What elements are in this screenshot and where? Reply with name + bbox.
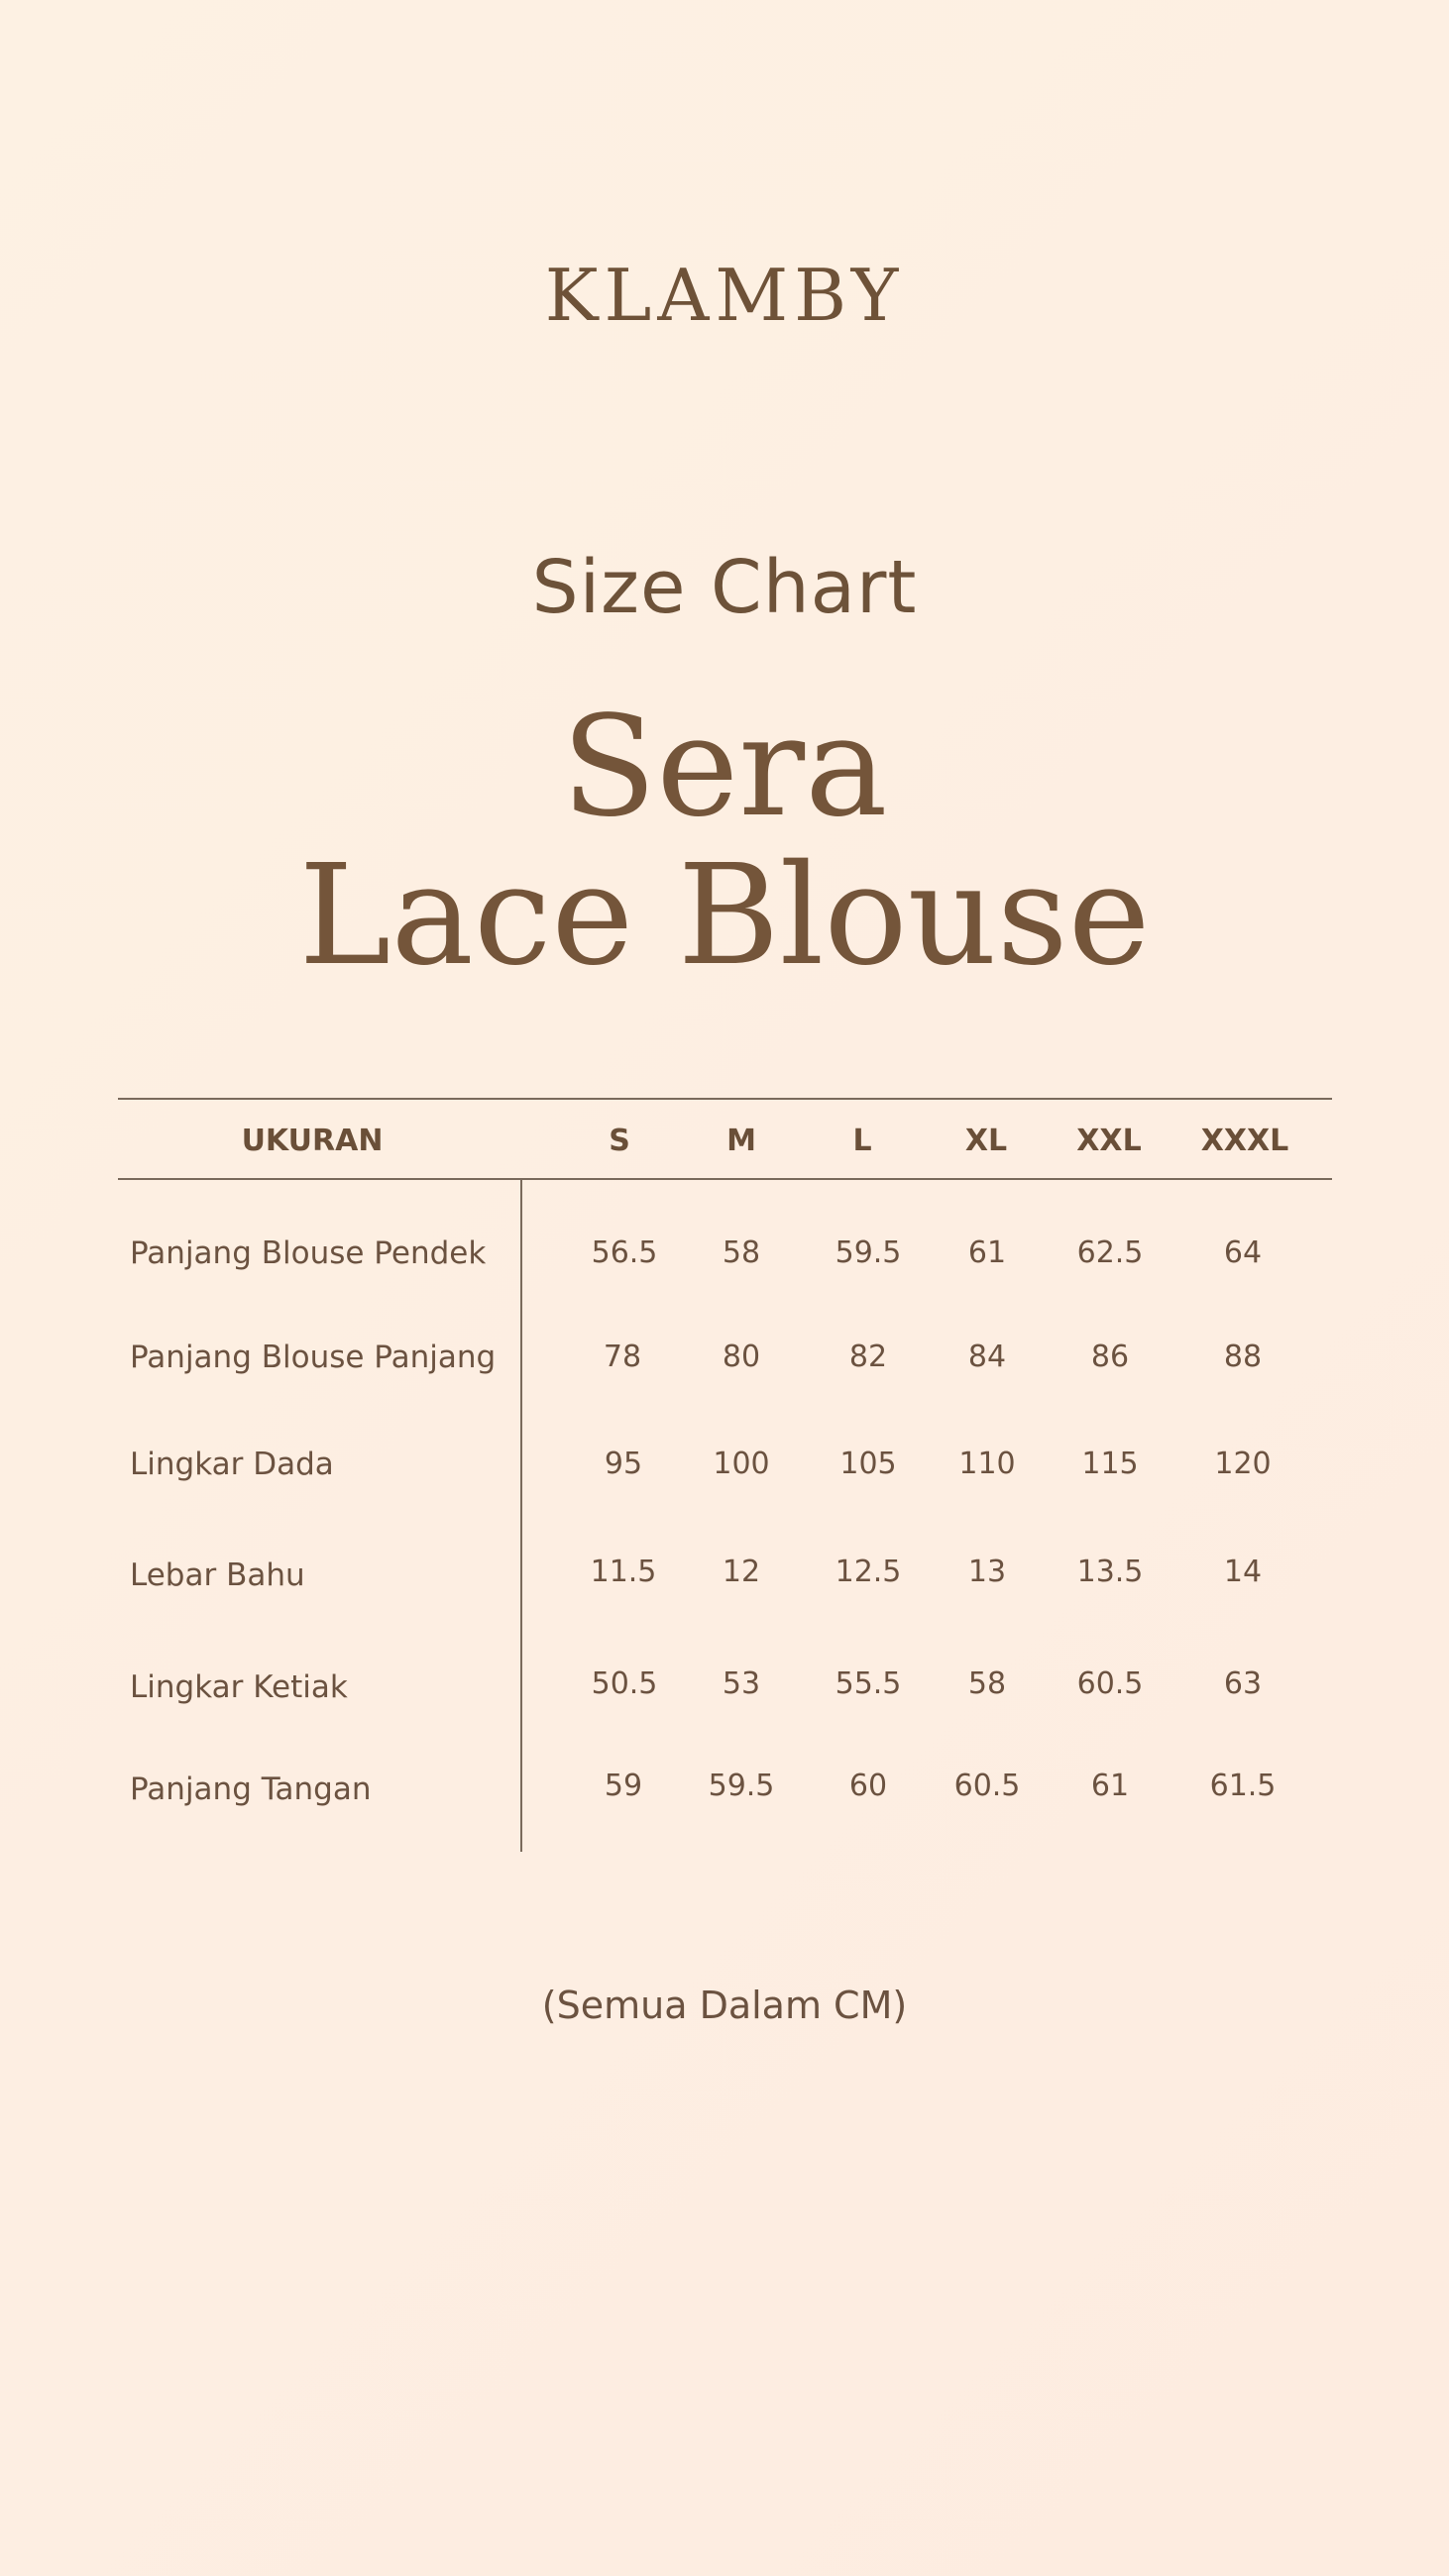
cell-value: 59 xyxy=(604,1769,643,1803)
cell-value: 120 xyxy=(1214,1447,1272,1481)
product-title-line-1: Sera xyxy=(561,687,888,848)
cell-value: 61 xyxy=(1090,1769,1130,1803)
cell-value: 60.5 xyxy=(953,1769,1021,1803)
cell-value: 56.5 xyxy=(591,1235,658,1270)
cell-value: 78 xyxy=(603,1340,642,1374)
cell-value: 12.5 xyxy=(835,1555,902,1589)
cell-value: 95 xyxy=(604,1447,643,1481)
row-label: Panjang Blouse Panjang xyxy=(130,1340,497,1375)
cell-value: 100 xyxy=(713,1447,770,1481)
table-column-divider xyxy=(520,1179,522,1852)
header-size-m: M xyxy=(726,1124,756,1158)
cell-value: 84 xyxy=(967,1340,1007,1374)
cell-value: 61 xyxy=(967,1235,1007,1270)
cell-value: 88 xyxy=(1223,1340,1263,1374)
cell-value: 61.5 xyxy=(1209,1769,1277,1803)
cell-value: 50.5 xyxy=(591,1666,658,1701)
cell-value: 55.5 xyxy=(835,1666,902,1701)
table-top-rule xyxy=(118,1098,1332,1100)
cell-value: 86 xyxy=(1090,1340,1130,1374)
row-label: Lingkar Dada xyxy=(130,1447,334,1482)
cell-value: 13.5 xyxy=(1076,1555,1144,1589)
header-ukuran: UKURAN xyxy=(241,1124,384,1158)
cell-value: 110 xyxy=(958,1447,1016,1481)
row-label: Panjang Tangan xyxy=(130,1771,372,1807)
row-label: Lebar Bahu xyxy=(130,1557,305,1593)
cell-value: 82 xyxy=(848,1340,888,1374)
cell-value: 80 xyxy=(722,1340,761,1374)
header-size-s: S xyxy=(609,1124,630,1158)
cell-value: 62.5 xyxy=(1076,1235,1144,1270)
cell-value: 64 xyxy=(1223,1235,1263,1270)
header-size-xl: XL xyxy=(964,1124,1008,1158)
row-label: Panjang Blouse Pendek xyxy=(130,1235,487,1271)
page-subtitle: Size Chart xyxy=(531,545,918,630)
cell-value: 60 xyxy=(848,1769,888,1803)
cell-value: 115 xyxy=(1081,1447,1139,1481)
header-size-xxl: XXL xyxy=(1076,1124,1142,1158)
cell-value: 11.5 xyxy=(590,1555,657,1589)
units-footnote: (Semua Dalam CM) xyxy=(541,1984,908,2027)
row-label: Lingkar Ketiak xyxy=(130,1669,348,1705)
cell-value: 59.5 xyxy=(835,1235,902,1270)
cell-value: 14 xyxy=(1223,1555,1263,1589)
cell-value: 63 xyxy=(1223,1666,1263,1701)
product-title-line-2: Lace Blouse xyxy=(298,835,1151,997)
table-header-rule xyxy=(118,1178,1332,1180)
cell-value: 59.5 xyxy=(708,1769,775,1803)
header-size-xxxl: XXXL xyxy=(1200,1124,1289,1158)
cell-value: 53 xyxy=(722,1666,761,1701)
cell-value: 12 xyxy=(722,1555,761,1589)
cell-value: 60.5 xyxy=(1076,1666,1144,1701)
cell-value: 58 xyxy=(967,1666,1007,1701)
cell-value: 105 xyxy=(839,1447,897,1481)
cell-value: 58 xyxy=(722,1235,761,1270)
header-size-l: L xyxy=(852,1124,872,1158)
cell-value: 13 xyxy=(967,1555,1007,1589)
brand-logo: KLAMBY xyxy=(544,254,905,337)
product-title xyxy=(0,687,1449,997)
